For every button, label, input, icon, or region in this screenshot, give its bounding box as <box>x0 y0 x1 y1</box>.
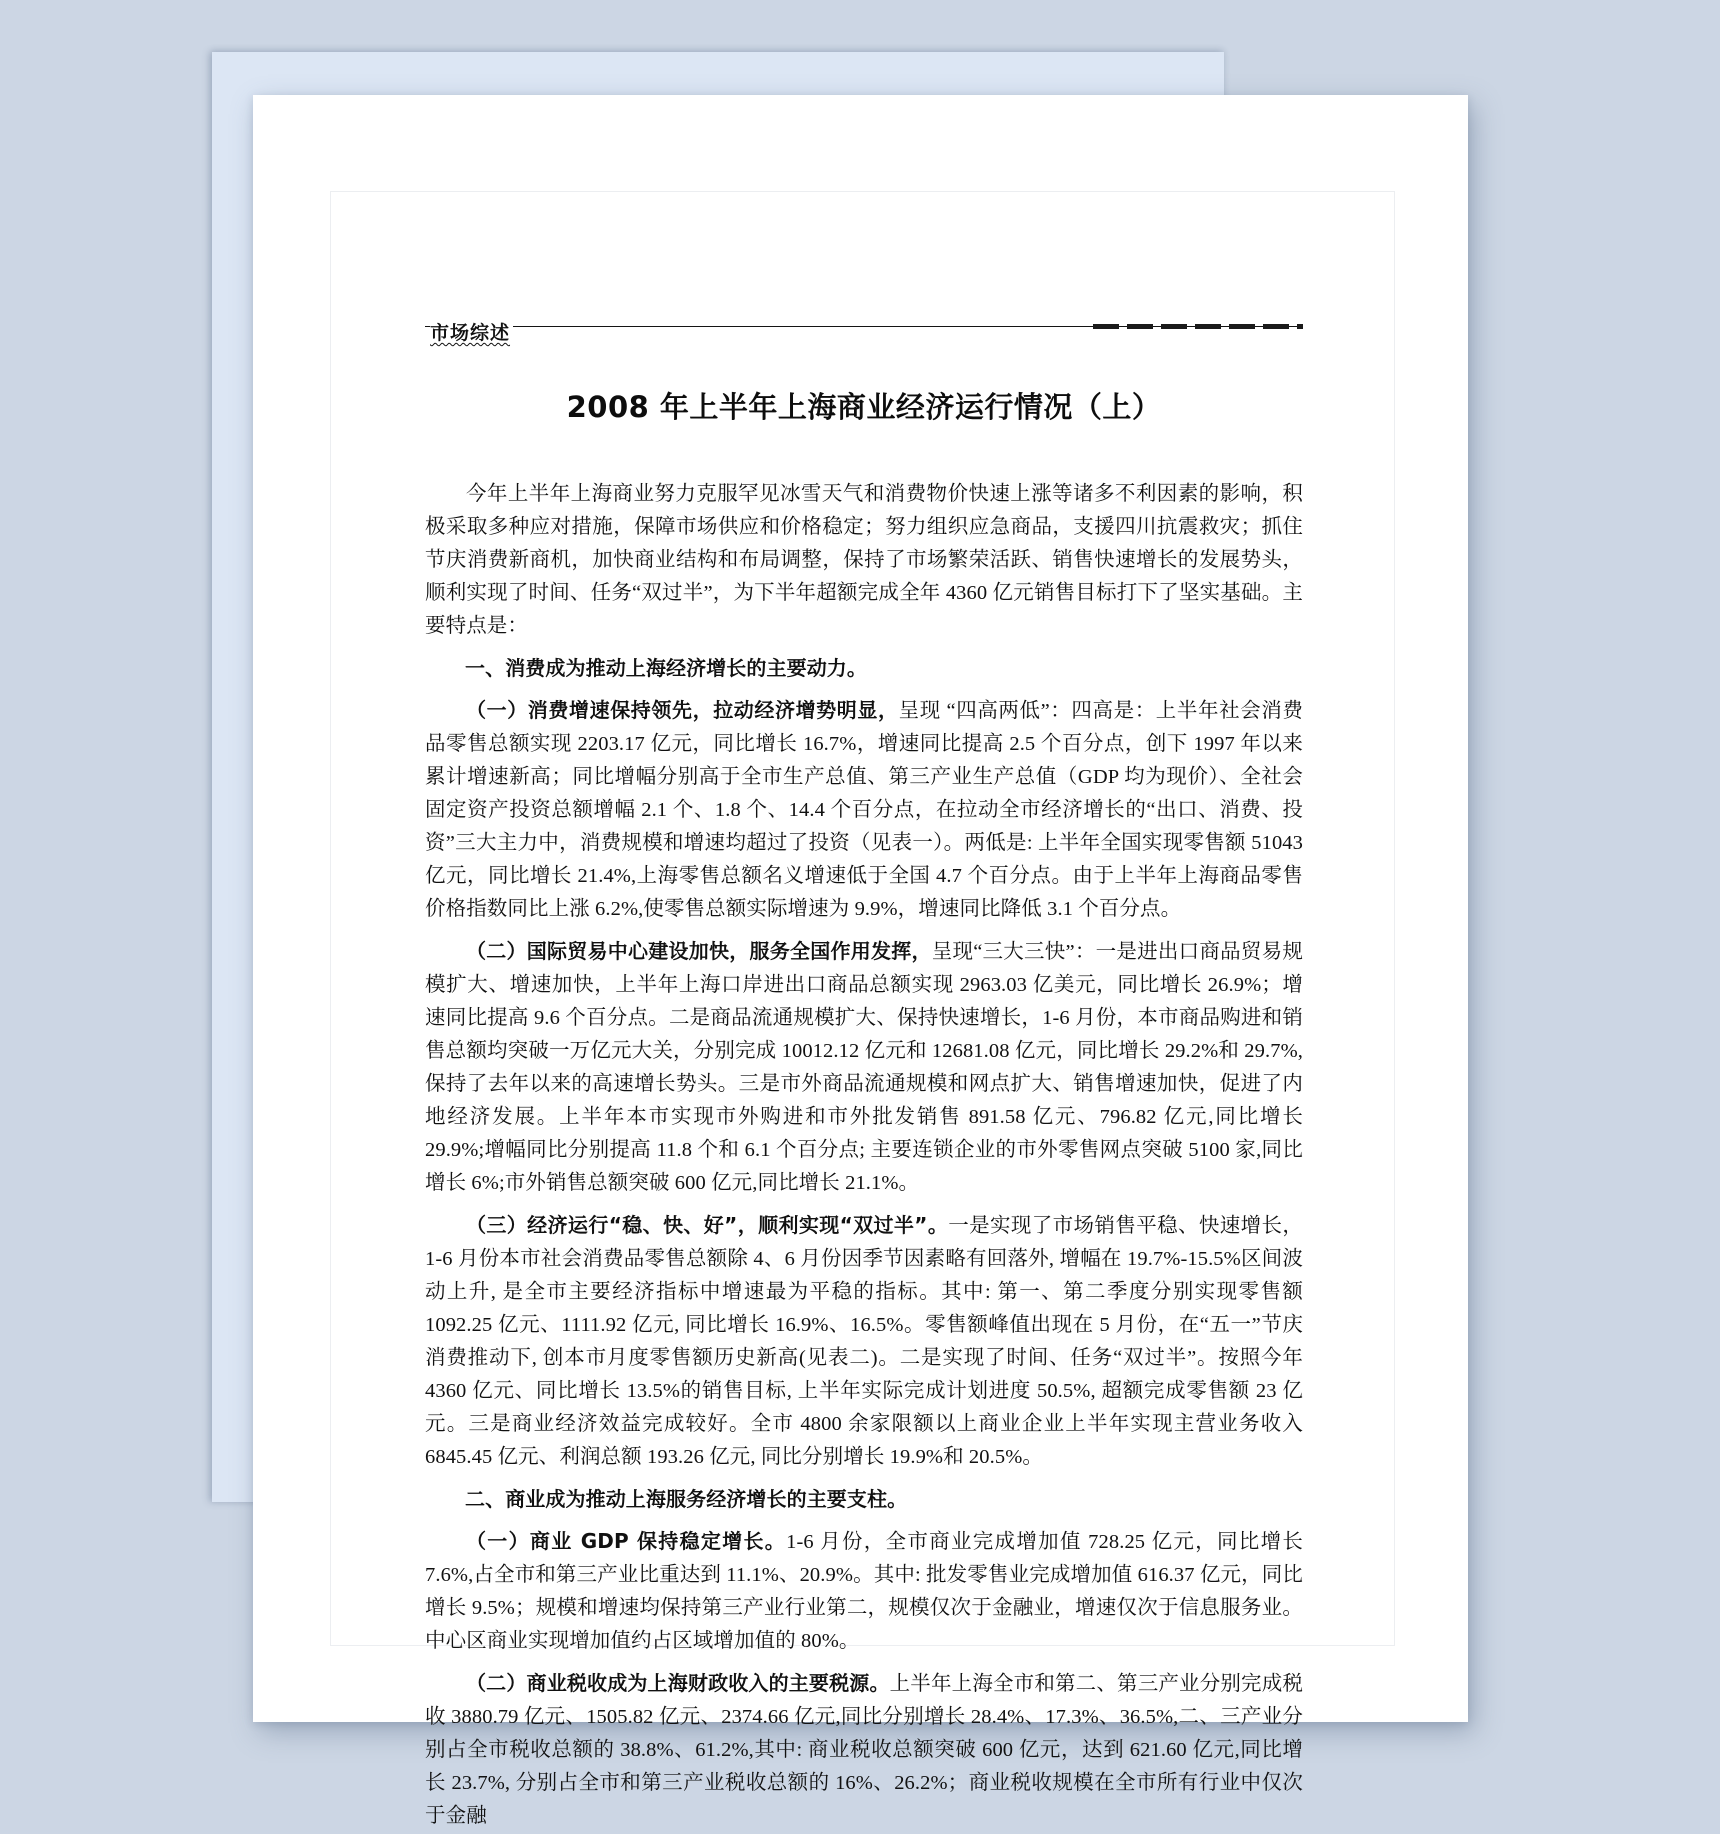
header-rubric-label: 市场综述 <box>430 323 513 345</box>
paragraph-1-1 <box>425 694 1303 926</box>
paragraph-1-1-lead: （一）消费增速保持领先，拉动经济增势明显， <box>466 698 899 722</box>
paragraph-2-2-text: 上半年上海全市和第二、第三产业分别完成税收 3880.79 亿元、1505.82 亿元、2374.66 亿元,同比分别增长 28.4%、17.3%、36.5%,二、三产业分别占全市税收总额的 38.8%、61.2%,其中: 商业税收总额突破 600 亿元，达到 621.60 亿元,同比增长 23.7%, 分别占全市和第三产业税收总额的 16%、26.2%；商业税收规模在全市所有行业中仅次于金融 <box>425 1673 1303 1827</box>
article-body <box>425 478 1303 1833</box>
paragraph-2-2-lead: （二）商业税收成为上海财政收入的主要税源。 <box>466 1671 890 1695</box>
paragraph-1-2-text: 呈现“三大三快”：一是进出口商品贸易规模扩大、增速加快，上半年上海口岸进出口商品总额实现 2963.03 亿美元，同比增长 26.9%；增速同比提高 9.6 个百分点。二是商品流通规模扩大、保持快速增长，1-6 月份，本市商品购进和销售总额均突破一万亿元大关，分别完成 10012.12 亿元和 12681.08 亿元，同比增长 29.2%和 29.7%,保持了去年以来的高速增长势头。三是市外商品流通规模和网点扩大、销售增速加快，促进了内地经济发展。上半年本市实现市外购进和市外批发销售 891.58 亿元、796.82 亿元,同比增长 29.9%;增幅同比分别提高 11.8 个和 6.1 个百分点; 主要连锁企业的市外零售网点突破 5100 家,同比增长 6%;市外销售总额突破 600 亿元,同比增长 21.1%。 <box>425 941 1303 1194</box>
document-body <box>425 319 1303 1834</box>
paragraph-2-1-lead: （一）商业 GDP 保持稳定增长。 <box>466 1529 787 1553</box>
header-rule-dashes <box>1093 324 1303 329</box>
section-heading-one: 一、消费成为推动上海经济增长的主要动力。 <box>465 656 867 680</box>
paragraph-1-1-text: 呈现 “四高两低”：四高是：上半年社会消费品零售总额实现 2203.17 亿元，同比增长 16.7%，增速同比提高 2.5 个百分点，创下 1997 年以来累计增速新高；同比增幅分别高于全市生产总值、第三产业生产总值（GDP 均为现价）、全社会固定资产投资总额增幅 2.1 个、1.8 个、14.4 个百分点，在拉动全市经济增长的“出口、消费、投资”三大主力中，消费规模和增速均超过了投资（见表一）。两低是: 上半年全国实现零售额 51043 亿元，同比增长 21.4%,上海零售总额名义增速低于全国 4.7 个百分点。由于上半年上海商品零售价格指数同比上涨 6.2%,使零售总额实际增速为 9.9%，增速同比降低 3.1 个百分点。 <box>425 700 1303 920</box>
paragraph-1-2 <box>425 935 1303 1200</box>
paragraph-1-3-lead: （三）经济运行“稳、快、好”，顺利实现“双过半”。 <box>466 1213 949 1237</box>
paragraph-intro: 今年上半年上海商业努力克服罕见冰雪天气和消费物价快速上涨等诸多不利因素的影响，积极采取多种应对措施，保障市场供应和价格稳定；努力组织应急商品，支援四川抗震救灾；抓住节庆消费新商机，加快商业结构和布局调整，保持了市场繁荣活跃、销售快速增长的发展势头，顺利实现了时间、任务“双过半”，为下半年超额完成全年 4360 亿元销售目标打下了坚实基础。主要特点是： <box>425 483 1303 637</box>
page-title: 2008 年上半年上海商业经济运行情况（上） <box>566 390 1162 424</box>
header-rubric-row <box>425 319 1303 357</box>
paragraph-2-1 <box>425 1525 1303 1658</box>
paragraph-1-2-lead: （二）国际贸易中心建设加快，服务全国作用发挥， <box>466 939 932 963</box>
paragraph-1-3 <box>425 1209 1303 1474</box>
paragraph-2-2 <box>425 1667 1303 1833</box>
document-page <box>253 95 1468 1827</box>
paragraph-1-3-text: 一是实现了市场销售平稳、快速增长，1-6 月份本市社会消费品零售总额除 4、6 月份因季节因素略有回落外, 增幅在 19.7%-15.5%区间波动上升, 是全市主要经济指标中增速最为平稳的指标。其中: 第一、第二季度分别实现零售额 1092.25 亿元、1111.92 亿元, 同比增长 16.9%、16.5%。零售额峰值出现在 5 月份，在“五一”节庆消费推动下, 创本市月度零售额历史新高(见表二)。二是实现了时间、任务“双过半”。按照今年 4360 亿元、同比增长 13.5%的销售目标, 上半年实际完成计划进度 50.5%, 超额完成零售额 23 亿元。三是商业经济效益完成较好。全市 4800 余家限额以上商业企业上半年实现主营业务收入 6845.45 亿元、利润总额 193.26 亿元, 同比分别增长 19.9%和 20.5%。 <box>425 1215 1304 1468</box>
paragraph-2-1-text: 1-6 月份，全市商业完成增加值 728.25 亿元，同比增长 7.6%,占全市和第三产业比重达到 11.1%、20.9%。其中: 批发零售业完成增加值 616.37 亿元，同比增长 9.5%；规模和增速均保持第三产业行业第二，规模仅次于金融业，增速仅次于信息服务业。中心区商业实现增加值约占区域增加值的 80%。 <box>425 1531 1303 1652</box>
section-heading-two: 二、商业成为推动上海服务经济增长的主要支柱。 <box>465 1487 908 1511</box>
